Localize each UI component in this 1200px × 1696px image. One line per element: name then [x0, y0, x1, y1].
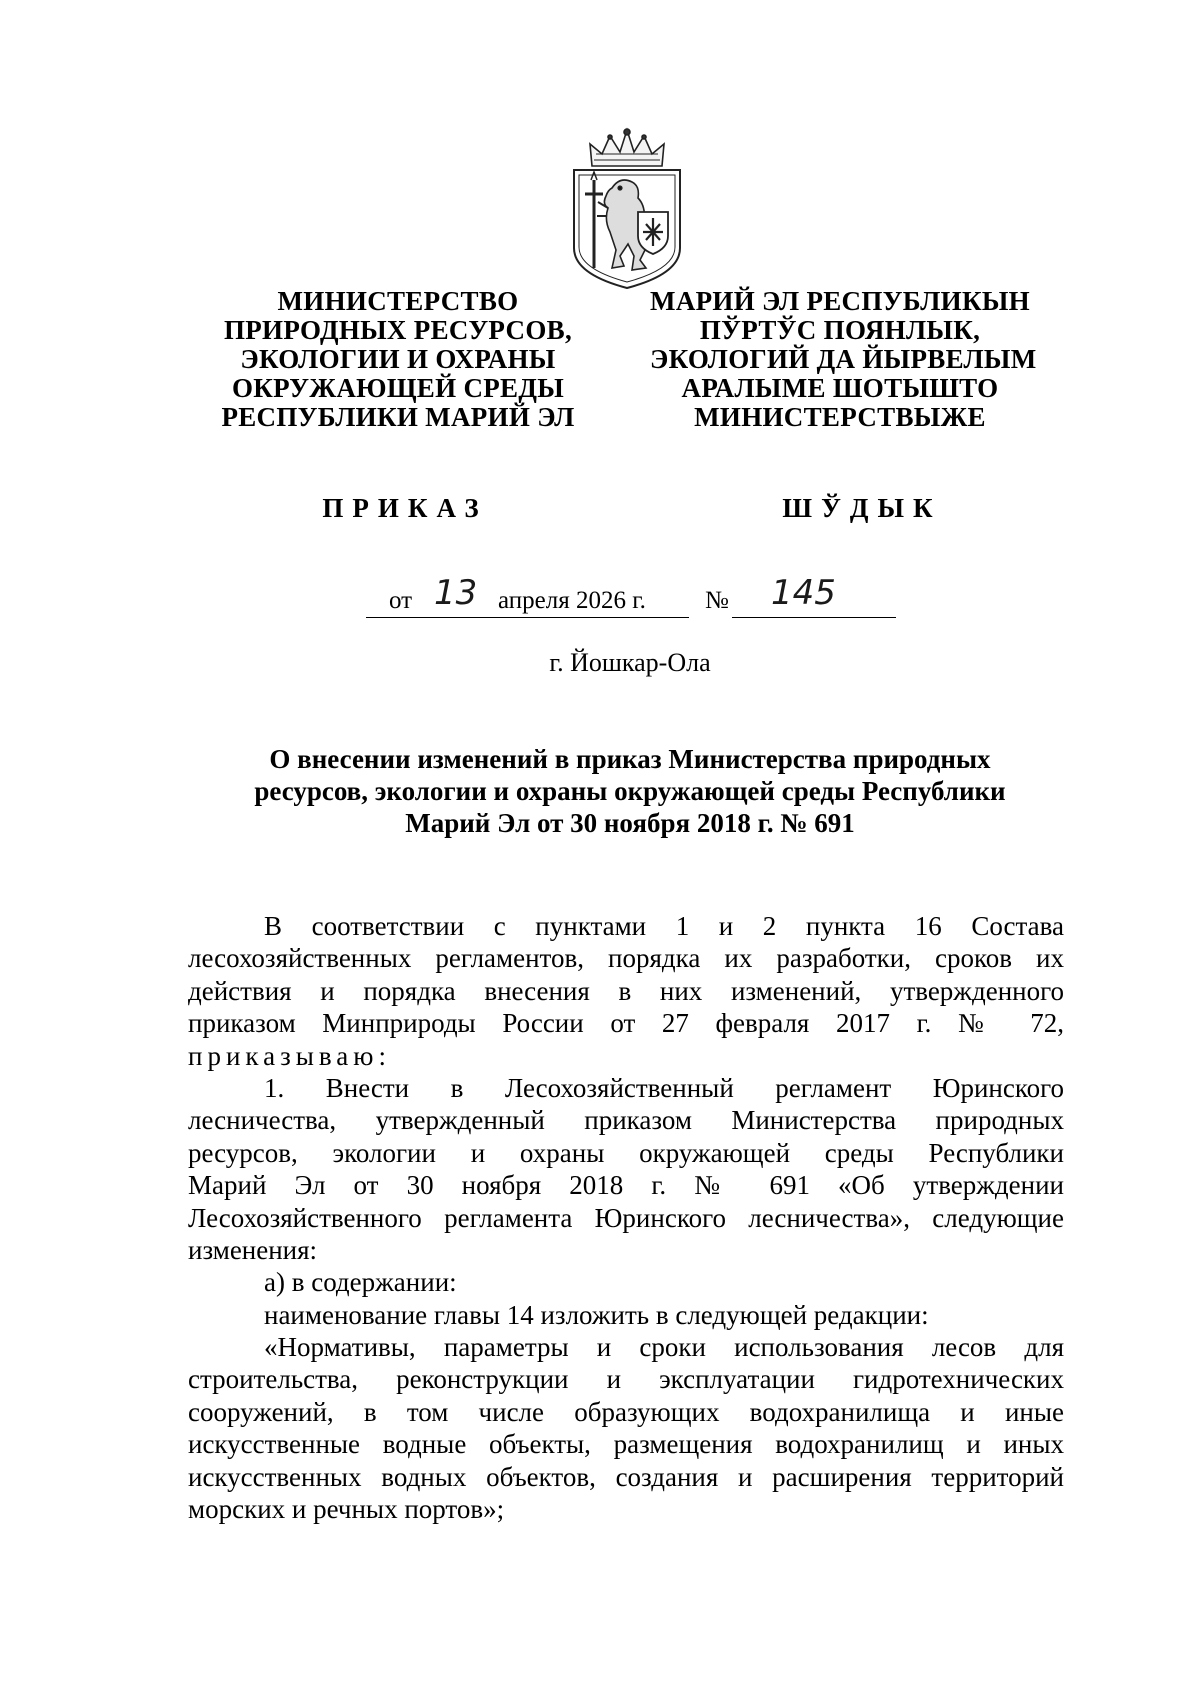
body-line: Лесохозяйственного регламента Юринского лесничества», следующие: [188, 1202, 1064, 1233]
title-line: Марий Эл от 30 ноября 2018 г. № 691: [405, 808, 855, 838]
body-line: изменения:: [188, 1234, 318, 1265]
body-line: приказываю:: [188, 1040, 391, 1071]
body-line: 1. Внести в Лесохозяйственный регламент Юринского: [264, 1072, 1064, 1103]
coat-of-arms-emblem: [568, 124, 686, 292]
body-line: а) в содержании:: [264, 1267, 457, 1298]
number-sign: №: [705, 587, 729, 614]
city-name: г. Йошкар-Ола: [549, 648, 711, 677]
document-type-mari: ШЎДЫК: [782, 493, 942, 523]
body-line: В соответствии с пунктами 1 и 2 пункта 16 Состава: [264, 911, 1064, 941]
body-line: искусственные водные объекты, размещения водохранилищ и иных: [188, 1429, 1064, 1460]
ministry-name-line: РЕСПУБЛИКИ МАРИЙ ЭЛ: [221, 402, 575, 432]
body-line: «Нормативы, параметры и сроки использования лесов для: [264, 1332, 1064, 1363]
body-line: строительства, реконструкции и эксплуатации гидротехнических: [188, 1364, 1064, 1395]
handwritten-day: 13: [434, 573, 478, 613]
body-line: лесничества, утвержденный приказом Министерства природных: [188, 1105, 1064, 1136]
ministry-name-line: МАРИЙ ЭЛ РЕСПУБЛИКЫН: [650, 286, 1030, 316]
body-line: приказом Минприроды России от 27 февраля 2017 г. № 72,: [188, 1008, 1064, 1039]
ministry-name-line: ЭКОЛОГИИ И ОХРАНЫ: [240, 344, 556, 374]
body-line: искусственных водных объектов, создания и расширения территорий: [188, 1461, 1064, 1492]
ministry-name-line: ПЎРТЎС ПОЯНЛЫК,: [699, 315, 981, 345]
ministry-name-line: ЭКОЛОГИЙ ДА ЙЫРВЕЛЫМ: [650, 344, 1037, 374]
document-type-russian: ПРИКАЗ: [322, 493, 488, 523]
number-underline: [732, 617, 896, 618]
ministry-name-mari: [650, 286, 1037, 432]
body-line: лесохозяйственных регламентов, порядка их разработки, сроков их: [188, 943, 1064, 974]
date-prefix: от: [389, 587, 413, 614]
ministry-name-line: АРАЛЫМЕ ШОТЫШТО: [681, 373, 999, 403]
body-line: Марий Эл от 30 ноября 2018 г. № 691 «Об утверждении: [188, 1170, 1064, 1201]
body-line: сооружений, в том числе образующих водохранилища и иные: [188, 1396, 1064, 1427]
body-line: ресурсов, экологии и охраны окружающей среды Республики: [188, 1137, 1064, 1168]
document-title: [200, 743, 1060, 839]
body-line: действия и порядка внесения в них изменений, утвержденного: [188, 975, 1064, 1006]
ministry-name-line: ПРИРОДНЫХ РЕСУРСОВ,: [223, 315, 573, 345]
body-line: морских и речных портов»;: [188, 1494, 505, 1525]
body-line: наименование главы 14 изложить в следующей редакции:: [264, 1299, 929, 1330]
ministry-name-russian: [208, 287, 588, 432]
date-number-line: [366, 575, 896, 625]
ministry-name-line: МИНИСТЕРСТВЫЖЕ: [694, 402, 986, 432]
handwritten-order-number: 145: [771, 573, 836, 613]
date-underline: [366, 617, 689, 618]
title-line: ресурсов, экологии и охраны окружающей среды Республики: [254, 776, 1006, 806]
date-month-year: апреля 2026 г.: [498, 587, 646, 614]
document-body: [188, 910, 1064, 1525]
title-line: О внесении изменений в приказ Министерства природных: [269, 744, 991, 774]
ministry-name-line: МИНИСТЕРСТВО: [277, 286, 519, 316]
ministry-name-line: ОКРУЖАЮЩЕЙ СРЕДЫ: [231, 373, 565, 403]
